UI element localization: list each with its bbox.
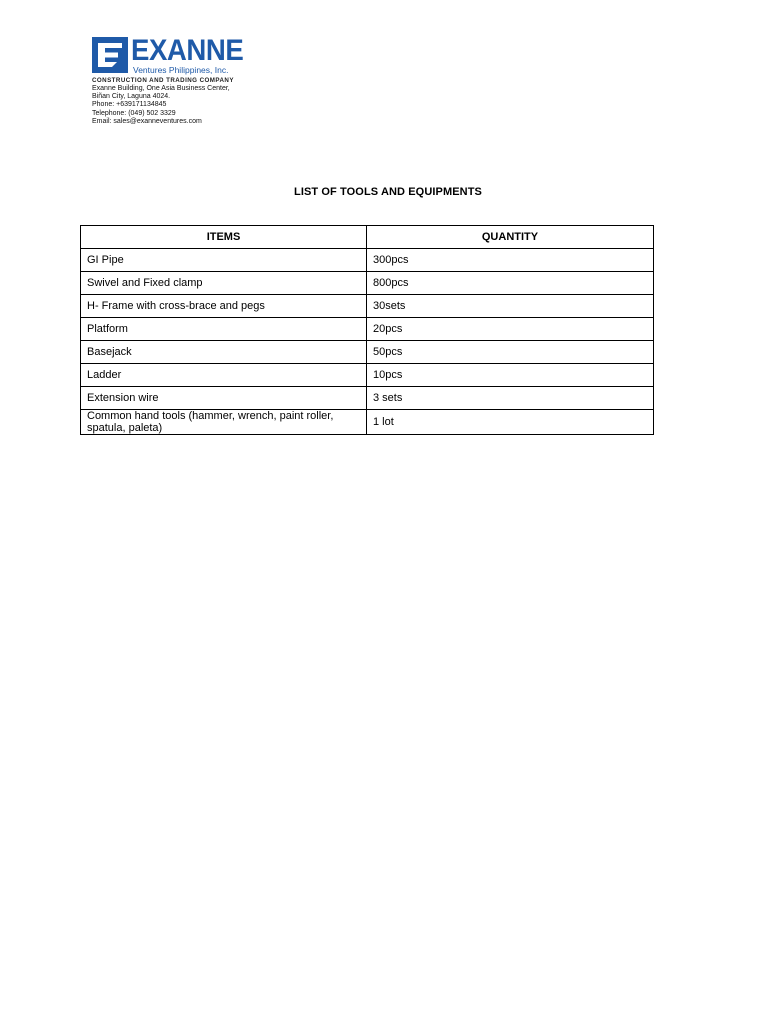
table-row — [81, 387, 654, 410]
table-row — [81, 341, 654, 364]
table-header-row — [81, 226, 654, 249]
quantity-cell: 30sets — [367, 295, 654, 318]
quantity-cell: 1 lot — [367, 410, 654, 435]
item-cell: Ladder — [81, 364, 367, 387]
email-line: Email: sales@exanneventures.com — [92, 117, 202, 125]
item-cell: H- Frame with cross-brace and pegs — [81, 295, 367, 318]
letterhead — [92, 34, 292, 126]
item-cell: Basejack — [81, 341, 367, 364]
item-cell: Extension wire — [81, 387, 367, 410]
quantity-cell: 300pcs — [367, 249, 654, 272]
table-row — [81, 410, 654, 435]
exanne-logo-icon — [92, 37, 128, 73]
quantity-cell: 10pcs — [367, 364, 654, 387]
table-row — [81, 318, 654, 341]
company-logo — [92, 34, 292, 77]
brand-subtitle: Ventures Philippines, Inc. — [133, 65, 229, 75]
table-row — [81, 295, 654, 318]
column-header-quantity: QUANTITY — [367, 226, 654, 249]
column-header-items: ITEMS — [81, 226, 367, 249]
table-row — [81, 272, 654, 295]
quantity-cell: 800pcs — [367, 272, 654, 295]
item-cell: Swivel and Fixed clamp — [81, 272, 367, 295]
telephone-line: Telephone: (049) 502 3329 — [92, 109, 176, 117]
table-row — [81, 364, 654, 387]
item-cell: Platform — [81, 318, 367, 341]
address-line-2: Biñan City, Laguna 4024. — [92, 93, 171, 101]
quantity-cell: 3 sets — [367, 387, 654, 410]
item-cell: Common hand tools (hammer, wrench, paint roller, spatula, paleta) — [81, 410, 367, 435]
company-tagline: CONSTRUCTION AND TRADING COMPANY — [92, 77, 234, 84]
address-line-1: Exanne Building, One Asia Business Center, — [92, 85, 230, 92]
document-title: LIST OF TOOLS AND EQUIPMENTS — [294, 186, 482, 198]
quantity-cell: 20pcs — [367, 318, 654, 341]
phone-line: Phone: +639171134845 — [92, 101, 167, 109]
table-row — [81, 249, 654, 272]
tools-table — [80, 225, 654, 435]
item-cell: GI Pipe — [81, 249, 367, 272]
brand-name: EXANNE — [131, 34, 244, 67]
quantity-cell: 50pcs — [367, 341, 654, 364]
